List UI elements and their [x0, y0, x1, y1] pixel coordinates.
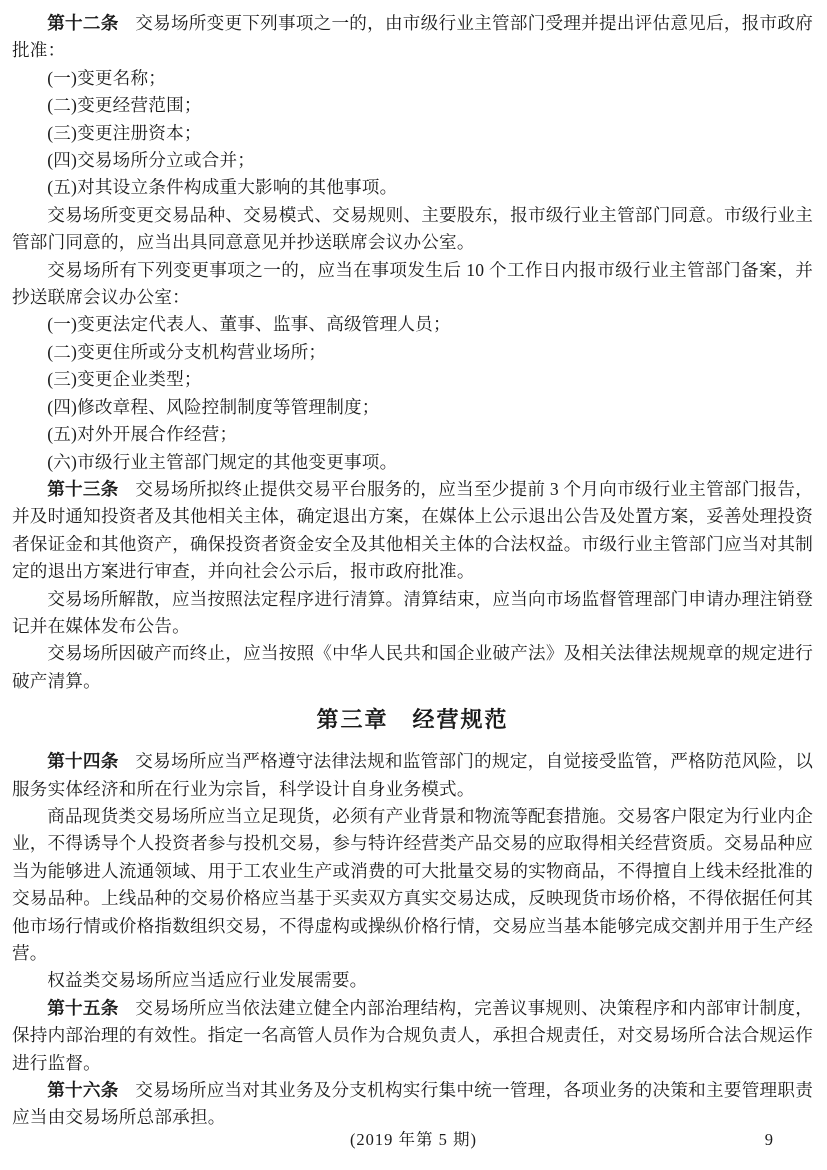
article-paragraph: [12, 476, 813, 586]
list-item: [12, 174, 813, 201]
article-paragraph: [12, 1077, 813, 1132]
article-number: 第十二条: [47, 13, 119, 33]
list-item: [12, 311, 813, 338]
paragraph-text: (三)变更企业类型；: [47, 369, 202, 390]
journal-issue: (2019 年第 5 期): [349, 1130, 478, 1149]
paragraph: [12, 967, 813, 994]
paragraph-text: (一)变更名称；: [47, 67, 167, 88]
paragraph-text: 交易场所拟终止提供交易平台服务的，应当至少提前 3 个月向市级行业主管部门报告，并及时通知投资者及其他相关主体，确定退出方案，在媒体上公示退出公告及处置方案，妥善处理投资者保证金和其他资产，确保投资者资金安全及其他相关主体的合法权益。市级行业主管部门应当对其制定的退出方案进行审查，并向社会公示后，报市政府批准。: [12, 478, 813, 582]
paragraph-text: (五)对其设立条件构成重大影响的其他事项。: [47, 177, 398, 198]
paragraph: [12, 586, 813, 641]
list-item: [12, 366, 813, 393]
page-number: 9: [764, 1130, 773, 1149]
paragraph-text: (六)市级行业主管部门规定的其他变更事项。: [47, 451, 398, 472]
page-footer: [0, 1128, 827, 1160]
paragraph-text: 权益类交易场所应当适应行业发展需要。: [47, 970, 368, 991]
paragraph: [12, 803, 813, 967]
paragraph: [12, 257, 813, 312]
paragraph-text: (一)变更法定代表人、董事、监事、高级管理人员；: [47, 314, 451, 335]
paragraph-text: 交易场所应当依法建立健全内部治理结构，完善议事规则、决策程序和内部审计制度，保持内部治理的有效性。指定一名高管人员作为合规负责人，承担合规责任，对交易场所合法合规运作进行监督。: [12, 997, 813, 1073]
paragraph: [12, 202, 813, 257]
list-item: [12, 92, 813, 119]
paragraph: [12, 640, 813, 695]
paragraph-text: (二)变更经营范围；: [47, 95, 202, 116]
article-paragraph: [12, 995, 813, 1077]
paragraph-text: (四)交易场所分立或合并；: [47, 150, 256, 171]
paragraph-text: 商品现货类交易场所应当立足现货，必须有产业背景和物流等配套措施。交易客户限定为行业内企业，不得诱导个人投资者参与投机交易，参与特许经营类产品交易的应取得相关经营资质。交易品种应当为能够进人流通领域、用于工农业生产或消费的可大批量交易的实物商品，不得擅自上线未经批准的交易品种。上线品种的交易价格应当基于买卖双方真实交易达成，反映现货市场价格，不得依据任何其他市场行情或价格指数组织交易，不得虚构或操纵价格行情，交易应当基本能够完成交割并用于生产经营。: [12, 805, 813, 963]
list-item: [12, 65, 813, 92]
list-item: [12, 394, 813, 421]
article-number: 第十四条: [47, 751, 119, 772]
paragraph-text: (二)变更住所或分支机构营业场所；: [47, 341, 327, 362]
paragraph-text: 交易场所因破产而终止，应当按照《中华人民共和国企业破产法》及相关法律法规规章的规定进行破产清算。: [12, 643, 813, 691]
paragraph-text: 交易场所解散，应当按照法定程序进行清算。清算结束，应当向市场监督管理部门申请办理注销登记并在媒体发布公告。: [12, 588, 813, 636]
document-body: [12, 10, 813, 1132]
paragraph-text: 第三章 经营规范: [316, 707, 509, 733]
list-item: [12, 147, 813, 174]
list-item: [12, 339, 813, 366]
paragraph-text: 交易场所有下列变更事项之一的，应当在事项发生后 10 个工作日内报市级行业主管部门备案，并抄送联席会议办公室：: [12, 259, 813, 308]
chapter-heading: [12, 704, 813, 736]
paragraph-text: 交易场所变更下列事项之一的，由市级行业主管部门受理并提出评估意见后，报市政府批准：: [12, 13, 813, 61]
article-number: 第十六条: [47, 1080, 119, 1101]
list-item: [12, 449, 813, 476]
list-item: [12, 421, 813, 448]
paragraph-text: (四)修改章程、风险控制制度等管理制度；: [47, 396, 380, 417]
article-paragraph: [12, 748, 813, 803]
article-number: 第十五条: [47, 997, 119, 1018]
paragraph-text: 交易场所应当严格遵守法律法规和监管部门的规定，自觉接受监管，严格防范风险，以服务实体经济和所在行业为宗旨，科学设计自身业务模式。: [12, 751, 813, 799]
article-number: 第十三条: [47, 478, 119, 499]
paragraph-text: 交易场所变更交易品种、交易模式、交易规则、主要股东，报市级行业主管部门同意。市级行业主管部门同意的，应当出具同意意见并抄送联席会议办公室。: [12, 204, 813, 253]
paragraph-text: (三)变更注册资本；: [47, 122, 202, 143]
article-paragraph: [12, 10, 813, 65]
list-item: [12, 120, 813, 147]
paragraph-text: 交易场所应当对其业务及分支机构实行集中统一管理，各项业务的决策和主要管理职责应当由交易场所总部承担。: [12, 1080, 813, 1128]
paragraph-text: (五)对外开展合作经营；: [47, 424, 238, 445]
